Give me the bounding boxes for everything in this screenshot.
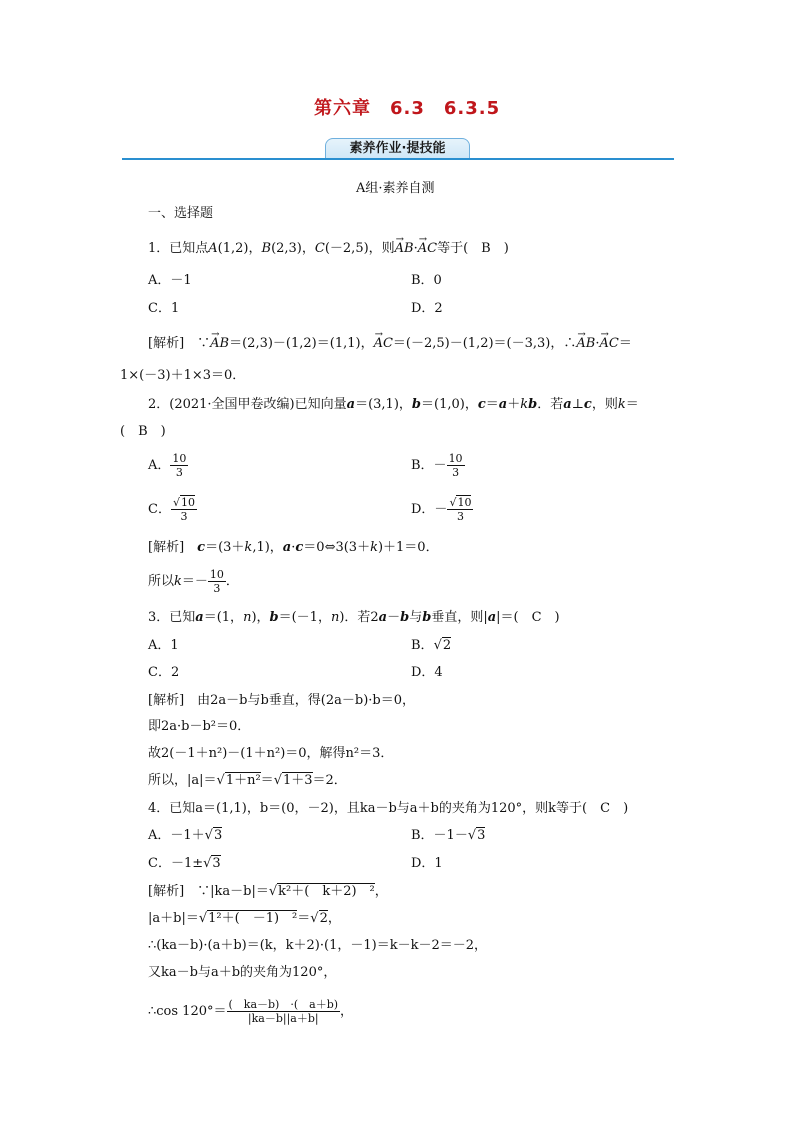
question-2-answer: ( B ) [120,424,166,439]
header-divider [122,158,674,160]
question-4-option-a: A．－1＋√3 [148,828,223,843]
question-2-option-c: C． $\frac{√10}{3}$ [148,496,195,523]
question-3-option-c: C．2 [148,665,180,680]
question-2-option-b: B．－ $\frac{10}{3}$ [411,452,463,479]
question-4-stem: 4．已知a＝(1,1)，b＝(0，－2)，且ka－b与a＋b的夹角为120°，则k等于( C ) [148,801,629,816]
question-1-analysis-cont: 1×(－3)＋1×3＝0． [120,368,246,383]
question-2-conclusion: 所以k＝－ $\frac{10}{3}$ ． [148,568,239,595]
question-4-analysis-5: ∴cos 120°＝ $\frac{( ka-b) \cdot( a+b)}{|ka-b||a+b|}$ ， [148,998,354,1025]
question-4-option-c: C．－1±√3 [148,856,221,871]
question-4-option-b: B．－1－√3 [411,828,486,843]
page-title: 第六章 6.3 6.3.5 [314,98,501,119]
question-2-option-a: A． $\frac{10}{3}$ [148,452,187,479]
question-4-analysis-3: ∴(ka－b)·(a＋b)＝(k，k＋2)·(1，－1)＝k－k－2＝－2， [148,938,487,953]
question-4-option-d: D．1 [411,856,443,871]
question-2-option-d: D．－ $\frac{√10}{3}$ [411,496,472,523]
question-1-analysis: [解析] ∵→ AB＝(2,3)－(1,2)＝(1,1)，→ AC＝(－2,5)－(1,2)＝(－3,3)，∴→ AB·→ AC＝ [148,336,632,352]
question-4-analysis-4: 又ka－b与a＋b的夹角为120°， [148,965,337,980]
question-4-analysis-1: [解析] ∵|ka－b|＝√k²＋( k＋2) ²， [148,884,388,899]
group-heading: A组·素养自测 [356,181,435,196]
question-1-option-b: B．0 [411,273,442,288]
question-2-stem: 2．(2021·全国甲卷改编)已知向量a＝(3,1)，b＝(1,0)，c＝a＋kb．若a⊥c，则k＝ [148,397,639,412]
question-2-analysis: [解析] c＝(3＋k,1)，a·c＝0⇔3(3＋k)＋1＝0． [148,540,439,555]
question-3-analysis-2: 即2a·b－b²＝0． [148,719,251,734]
question-1-option-d: D．2 [411,301,443,316]
question-3-analysis-1: [解析] 由2a－b与b垂直，得(2a－b)·b＝0， [148,693,416,708]
question-1-stem: 1．已知点A(1,2)，B(2,3)，C(－2,5)，则→ AB·→ AC等于( B ) [148,241,509,257]
question-3-stem: 3．已知a＝(1，n)，b＝(－1，n)．若2a－b与b垂直，则|a|＝( C ) [148,610,560,625]
question-1-option-a: A．－1 [148,273,192,288]
question-3-option-d: D．4 [411,665,443,680]
question-3-option-b: B．√2 [411,638,452,653]
question-4-analysis-2: |a＋b|＝√1²＋( －1) ²＝√2， [148,911,341,926]
section-heading: 一、选择题 [148,206,214,221]
question-3-option-a: A．1 [148,638,179,653]
question-3-analysis-3: 故2(－1＋n²)－(1＋n²)＝0，解得n²＝3． [148,746,394,761]
question-3-analysis-4: 所以，|a|＝√1＋n²＝√1＋3＝2． [148,773,347,788]
section-banner: 素养作业·提技能 [325,138,470,159]
question-1-option-c: C．1 [148,301,180,316]
